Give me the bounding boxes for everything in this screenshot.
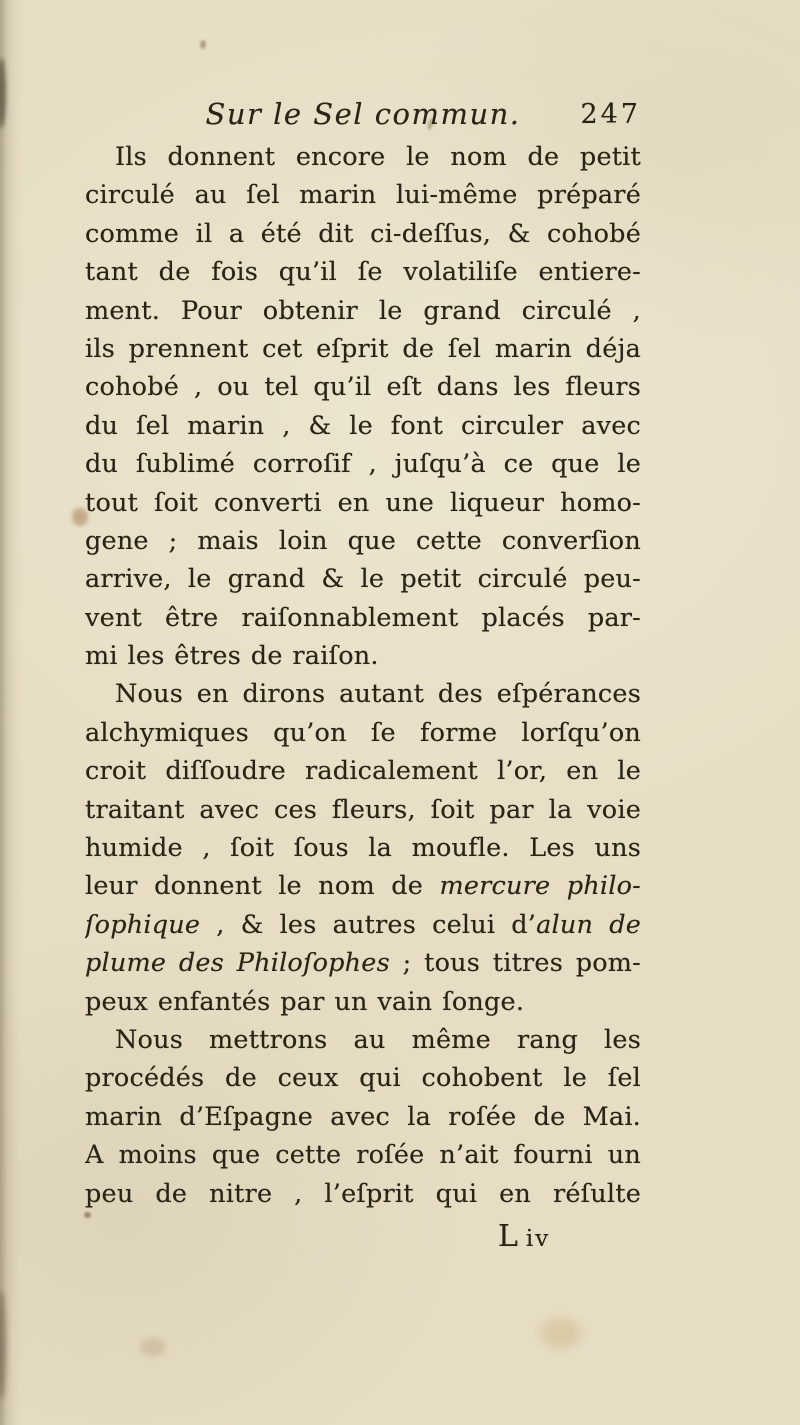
text-segment: circulé au ſel marin lui-même préparé [85, 180, 641, 211]
text-segment: procédés de ceux qui cohobent le ſel [85, 1063, 641, 1094]
text-line [85, 522, 641, 560]
page-number: 247 [580, 99, 641, 130]
page-edge-shadow [0, 0, 22, 1425]
text-segment: ; tous titres pom- [389, 948, 641, 979]
page-edge-mark [0, 58, 6, 128]
page-edge-mark [0, 1290, 6, 1400]
text-segment: tant de fois qu’il ſe volatiliſe entiere- [85, 257, 641, 288]
text-line [85, 829, 641, 867]
text-segment: humide , ſoit ſous la moufle. Les uns [85, 833, 641, 864]
paper-speck [200, 40, 206, 49]
text-segment: , & les autres celui d’ [200, 909, 537, 940]
text-segment: gene ; mais loin que cette converſion [85, 525, 641, 556]
text-line [85, 944, 641, 982]
text-segment: mi les êtres de raiſon. [85, 641, 379, 672]
text-line [85, 675, 641, 713]
text-segment: cohobé , ou tel qu’il eſt dans les fleurs [85, 372, 641, 403]
text-line [85, 1059, 641, 1097]
text-line [85, 1136, 641, 1174]
text-segment: alchymiques qu’on ſe forme lorſqu’on [85, 717, 641, 748]
text-segment: Ils donnent encore le nom de petit [115, 142, 641, 172]
text-line [85, 714, 641, 752]
text-segment: comme il a été dit ci-deſſus, & cohobé [85, 218, 641, 249]
text-line [85, 906, 641, 944]
text-segment: A moins que cette roſée n’ait fourni un [85, 1140, 641, 1171]
text-segment: arrive, le grand & le petit circulé peu- [85, 564, 641, 595]
text-line [85, 215, 641, 253]
page-header [85, 96, 641, 136]
italic-text-segment: plume des Philoſophes [85, 948, 390, 979]
text-line [85, 1098, 641, 1136]
text-line [85, 791, 641, 829]
text-segment: peu de nitre , l’eſprit qui en réſulte [85, 1178, 641, 1209]
text-segment: leur donnent le nom de [85, 871, 440, 902]
text-segment: croit diſſoudre radicalement l’or, en le [85, 756, 641, 787]
text-line [85, 752, 641, 790]
body-text [85, 138, 641, 1213]
text-line [85, 138, 641, 176]
text-segment: peux enfantés par un vain ſonge. [85, 986, 525, 1017]
text-line [85, 445, 641, 483]
italic-text-segment: ſophique [85, 909, 201, 940]
text-segment: ment. Pour obtenir le grand circulé , [85, 295, 641, 326]
paper-stain [140, 1338, 166, 1356]
text-line [85, 292, 641, 330]
italic-text-segment: mercure philo- [439, 871, 641, 902]
text-line [85, 368, 641, 406]
text-segment: marin d’Eſpagne avec la roſée de Mai. [85, 1101, 641, 1132]
text-segment: Nous mettrons au même rang les [115, 1024, 641, 1055]
text-line [85, 176, 641, 214]
text-segment: du ſel marin , & le font circuler avec [85, 410, 641, 441]
text-line [85, 637, 641, 675]
text-line [85, 1021, 641, 1059]
signature-mark [498, 1218, 550, 1258]
text-line [85, 407, 641, 445]
text-segment: traitant avec ces fleurs, ſoit par la voie [85, 794, 641, 825]
signature-numeral: iv [525, 1226, 551, 1252]
text-line [85, 599, 641, 637]
text-line [85, 983, 641, 1021]
text-line [85, 484, 641, 522]
text-segment: vent être raiſonnablement placés par- [85, 602, 641, 633]
text-segment: Nous en dirons autant des eſpérances [115, 679, 641, 710]
text-line [85, 560, 641, 598]
text-segment: tout ſoit converti en une liqueur homo- [85, 487, 641, 518]
text-line [85, 867, 641, 905]
signature-letter: L [498, 1219, 520, 1254]
text-segment: ils prennent cet eſprit de ſel marin déja [85, 333, 641, 364]
running-title: Sur le Sel commun. [205, 97, 521, 131]
text-line [85, 330, 641, 368]
text-line [85, 1175, 641, 1213]
text-segment: du ſublimé corroſif , juſqu’à ce que le [85, 449, 641, 480]
italic-text-segment: alun de [536, 909, 641, 940]
text-line [85, 253, 641, 291]
paper-stain [540, 1318, 582, 1348]
